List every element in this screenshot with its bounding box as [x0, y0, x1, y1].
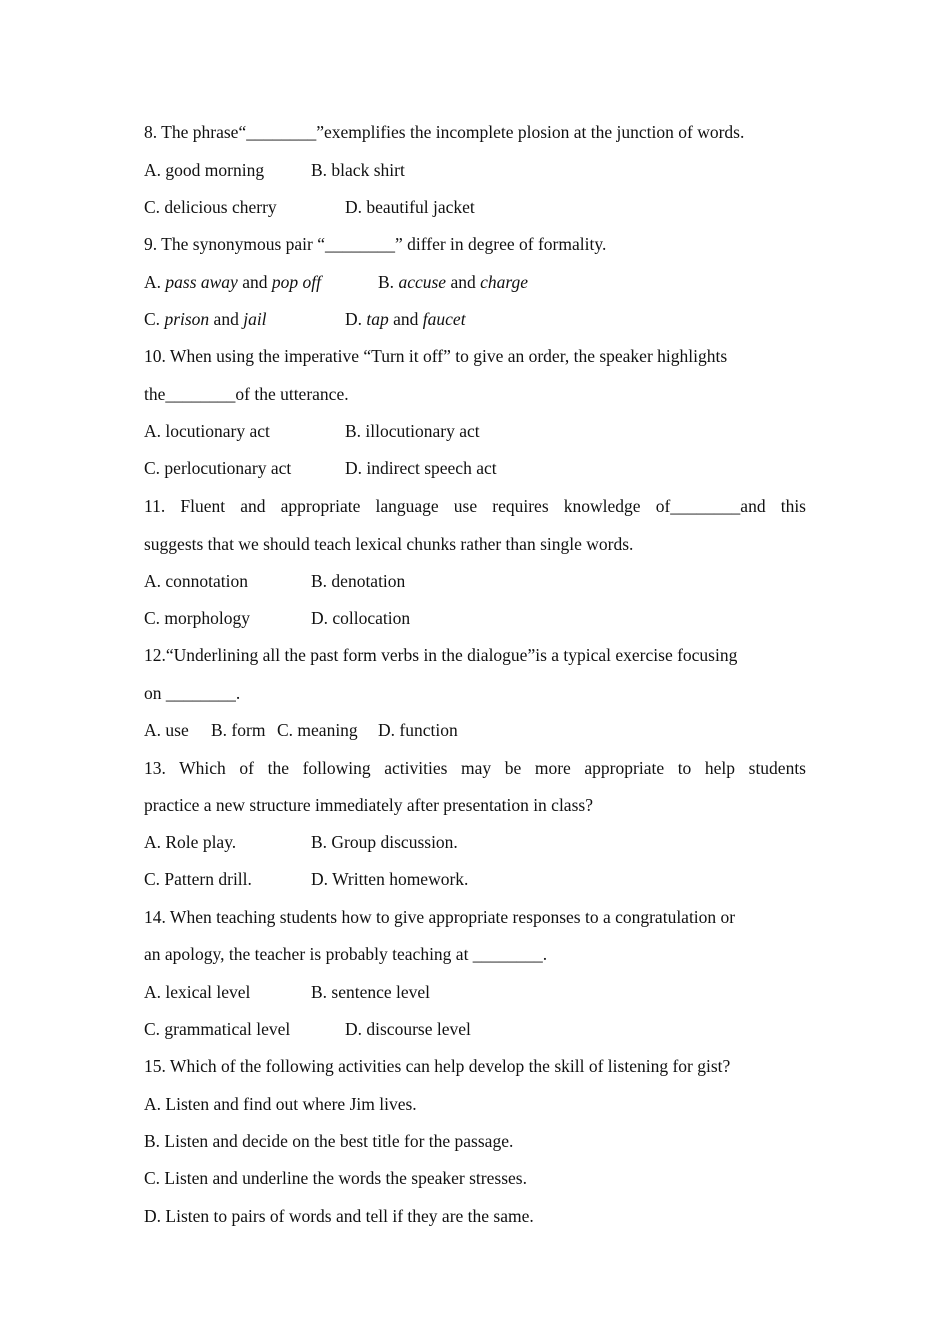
- q15-option-d: D. Listen to pairs of words and tell if they are the same.: [144, 1206, 534, 1226]
- q10-option-d: D. indirect speech act: [345, 458, 497, 478]
- q12-option-c: C. meaning: [277, 720, 358, 740]
- q15-stem: 15. Which of the following activities can help develop the skill of listening for gist?: [144, 1056, 731, 1076]
- q9-option-a: [144, 271, 321, 293]
- q11-option-d: D. collocation: [311, 608, 411, 628]
- q8-option-d: D. beautiful jacket: [345, 197, 475, 217]
- q9-c-term2: jail: [243, 309, 267, 329]
- q8-option-c: C. delicious cherry: [144, 197, 277, 217]
- q14-option-d: D. discourse level: [345, 1019, 471, 1039]
- q14-stem-line1: 14. When teaching students how to give appropriate responses to a congratulation or: [144, 907, 736, 927]
- q13-option-a: A. Role play.: [144, 832, 237, 852]
- q12-option-b: B. form: [211, 720, 266, 740]
- q12-stem-line1: 12.“Underlining all the past form verbs in the dialogue”is a typical exercise focusing: [144, 645, 738, 665]
- q11-option-c: C. morphology: [144, 608, 250, 628]
- q15-option-b: B. Listen and decide on the best title for the passage.: [144, 1131, 514, 1151]
- q10-option-c: C. perlocutionary act: [144, 458, 292, 478]
- q10-stem-line2: the________of the utterance.: [144, 384, 349, 404]
- q14-option-b: B. sentence level: [311, 982, 431, 1002]
- q9-b-and: and: [450, 272, 476, 292]
- q9-a-term1: pass away: [165, 272, 238, 292]
- q12-option-d: D. function: [378, 720, 458, 740]
- q9-option-d: [345, 308, 466, 330]
- q14-option-c: C. grammatical level: [144, 1019, 291, 1039]
- q9-d-term1: tap: [366, 309, 389, 329]
- q12-stem-line2: on ________.: [144, 683, 241, 703]
- q8-option-b: B. black shirt: [311, 160, 405, 180]
- q8-stem: 8. The phrase“________”exemplifies the incomplete plosion at the junction of words.: [144, 122, 745, 142]
- q11-option-b: B. denotation: [311, 571, 406, 591]
- q9-b-prefix: B.: [378, 272, 395, 292]
- q9-b-term1: accuse: [398, 272, 447, 292]
- q9-c-prefix: C.: [144, 309, 161, 329]
- q9-stem: 9. The synonymous pair “________” differ in degree of formality.: [144, 234, 607, 254]
- q13-stem-line2: practice a new structure immediately after presentation in class?: [144, 795, 593, 815]
- q9-a-and: and: [242, 272, 268, 292]
- q9-a-term2: pop off: [271, 272, 321, 292]
- q11-option-a: A. connotation: [144, 571, 249, 591]
- q11-stem-line1: 11. Fluent and appropriate language use requires knowledge of________and this: [144, 496, 806, 516]
- q9-b-term2: charge: [480, 272, 529, 292]
- q13-option-c: C. Pattern drill.: [144, 869, 252, 889]
- q9-d-prefix: D.: [345, 309, 363, 329]
- q11-stem-line2: suggests that we should teach lexical chunks rather than single words.: [144, 534, 634, 554]
- q9-d-term2: faucet: [422, 309, 466, 329]
- q8-option-a: A. good morning: [144, 160, 265, 180]
- q9-c-term1: prison: [164, 309, 210, 329]
- q12-option-a: A. use: [144, 720, 189, 740]
- q15-option-a: A. Listen and find out where Jim lives.: [144, 1094, 417, 1114]
- q9-c-and: and: [213, 309, 239, 329]
- q15-option-c: C. Listen and underline the words the speaker stresses.: [144, 1168, 527, 1188]
- q9-a-prefix: A.: [144, 272, 162, 292]
- q13-stem-line1: 13. Which of the following activities may be more appropriate to help students: [144, 758, 806, 778]
- q9-d-and: and: [393, 309, 419, 329]
- q13-option-d: D. Written homework.: [311, 869, 469, 889]
- q10-stem-line1: 10. When using the imperative “Turn it off” to give an order, the speaker highlights: [144, 346, 728, 366]
- q9-option-c: [144, 308, 267, 330]
- q10-option-a: A. locutionary act: [144, 421, 270, 441]
- q10-option-b: B. illocutionary act: [345, 421, 480, 441]
- q14-stem-line2: an apology, the teacher is probably teaching at ________.: [144, 944, 548, 964]
- q9-option-b: [378, 271, 528, 293]
- q14-option-a: A. lexical level: [144, 982, 251, 1002]
- q13-option-b: B. Group discussion.: [311, 832, 458, 852]
